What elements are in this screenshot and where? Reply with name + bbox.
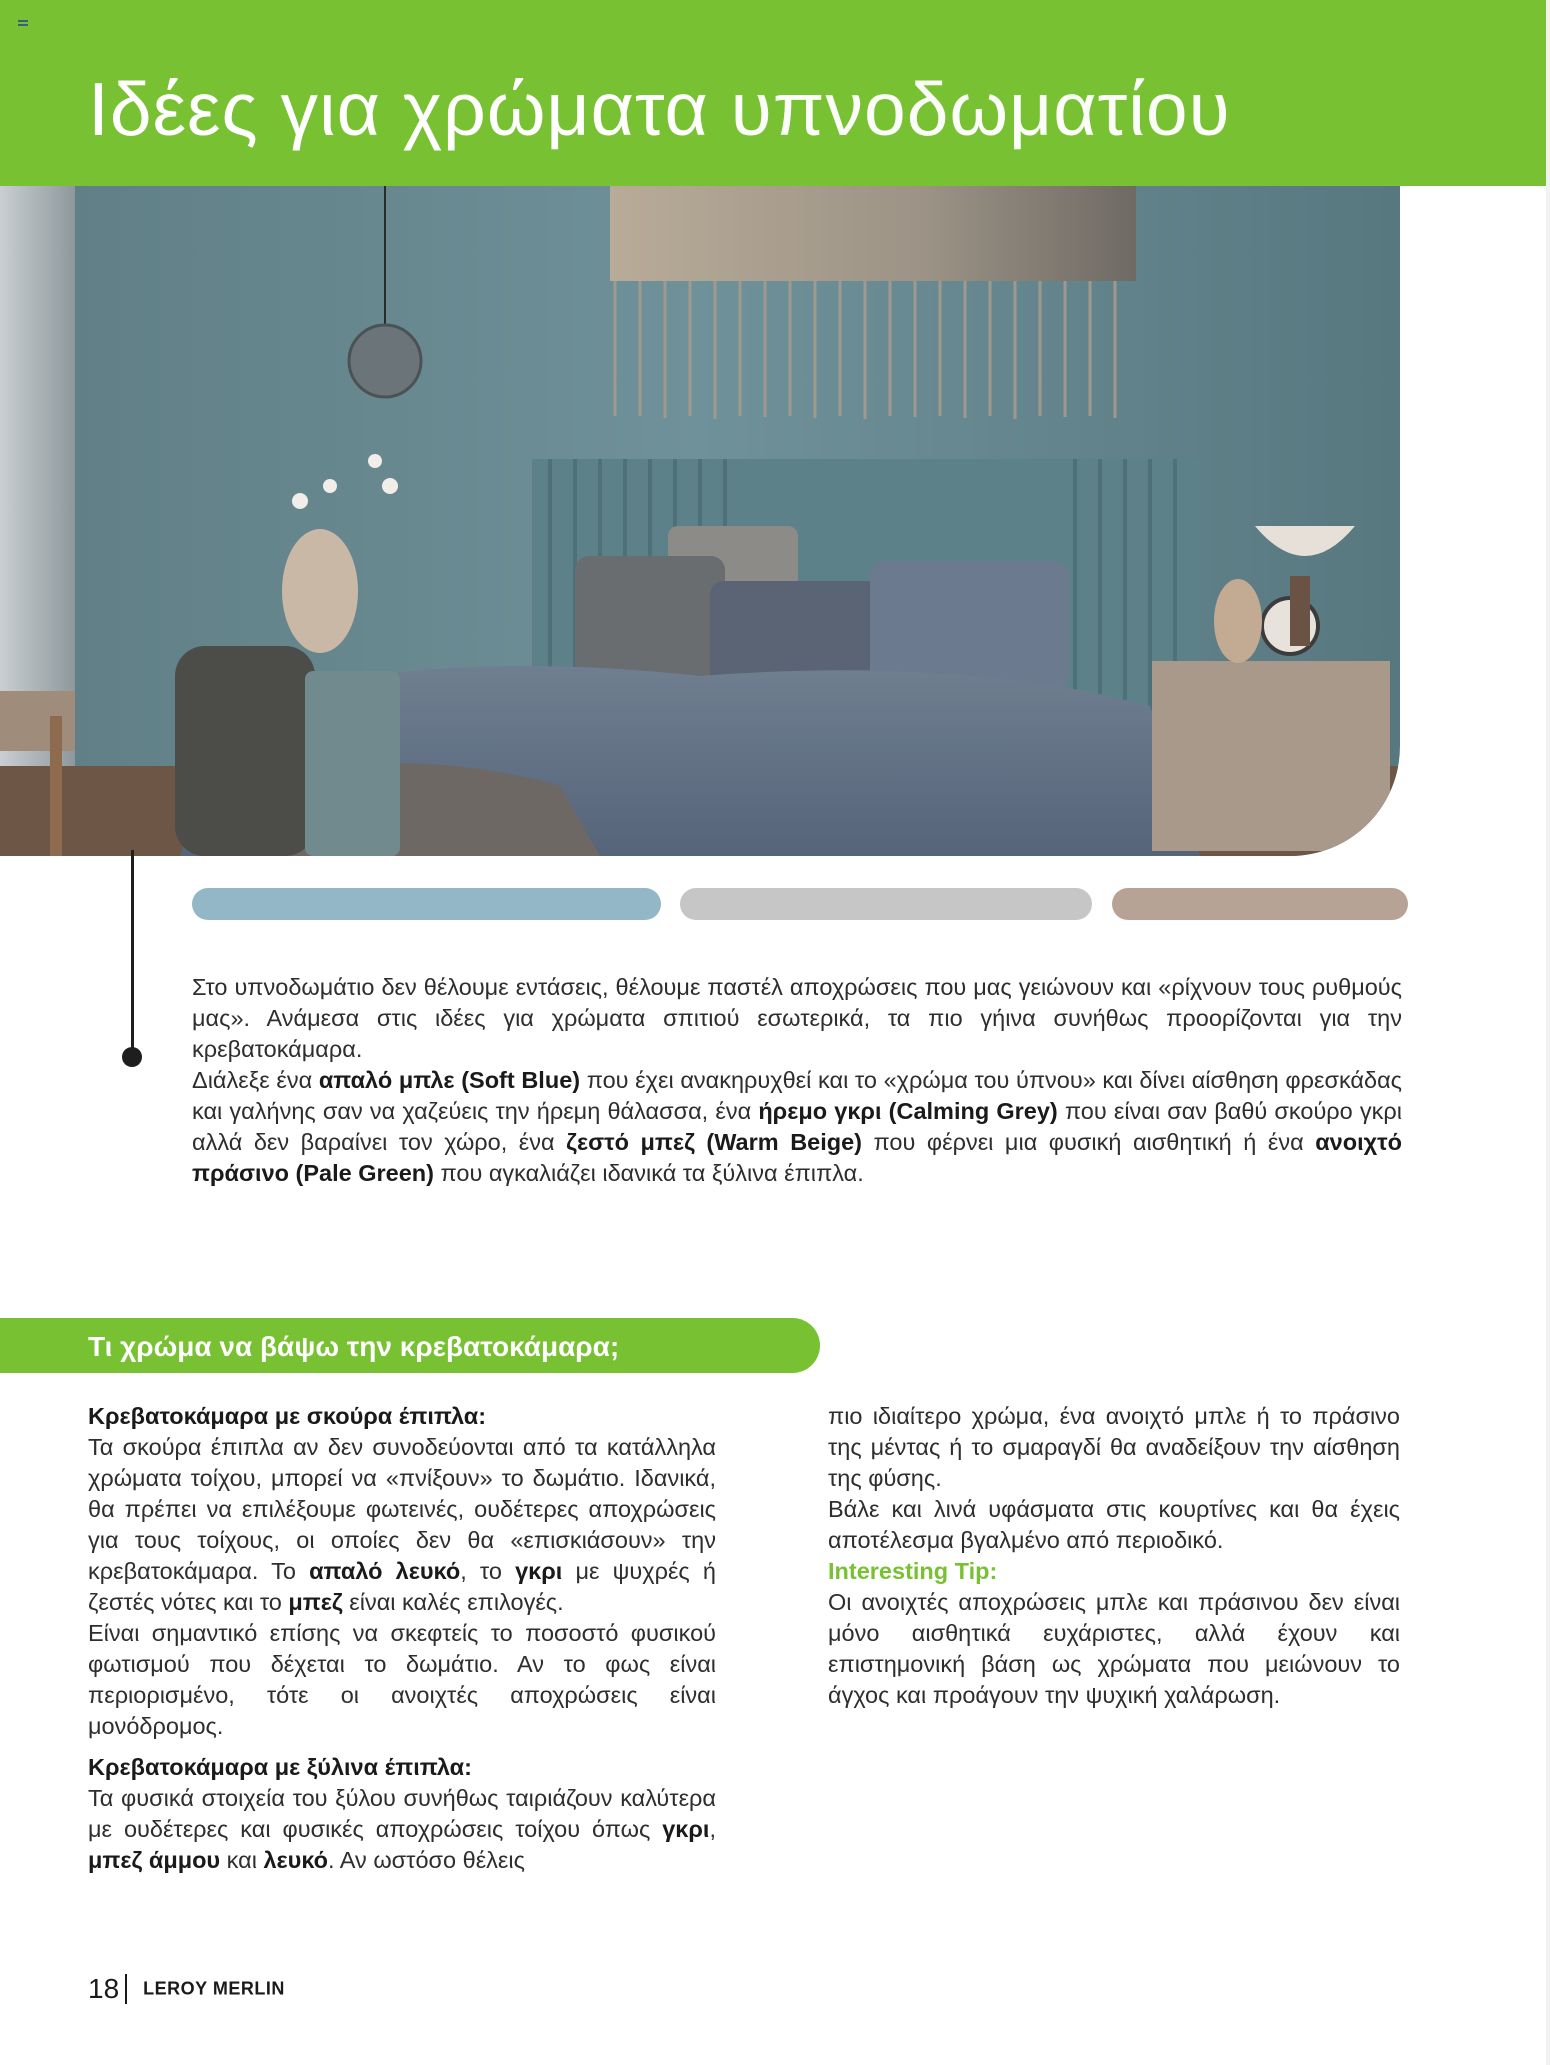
- highlight-pale-green: ανοιχτό πράσινο (Pale Green): [192, 1129, 1402, 1186]
- page-number: 18: [88, 1973, 120, 2004]
- highlight-calming-grey: ήρεμο γκρι (Calming Grey): [758, 1098, 1058, 1124]
- intro-paragraph-1: Στο υπνοδωμάτιο δεν θέλουμε εντάσεις, θέλουμε παστέλ αποχρώσεις που μας γειώνουν και «ρίχνουν τους ρυθμούς μας». Ανάμεσα στις ιδέες για χρώματα σπιτιού εσωτερικά, τα πιο γήινα συνήθως προορίζονται για την κρεβατοκάμαρα.: [192, 974, 1402, 1062]
- text-run: με ψυχρές ή ζεστές νότες και το: [88, 1558, 716, 1615]
- text-run: που αγκαλιάζει ιδανικά τα ξύλινα έπιπλα.: [433, 1160, 864, 1186]
- bedroom-illustration: [0, 186, 1400, 856]
- paragraph-linen-fabrics: Βάλε και λινά υφάσματα στις κουρτίνες και θα έχεις αποτέλεσμα βγαλμένο από περιοδικό.: [828, 1496, 1400, 1553]
- paragraph-special-colors: πιο ιδιαίτερο χρώμα, ένα ανοιχτό μπλε ή το πράσινο της μέντας ή το σμαραγδί θα αναδείξουν την αίσθηση της φύσης.: [828, 1403, 1400, 1491]
- intro-text: [192, 972, 1402, 1189]
- text-run: ,: [709, 1816, 716, 1842]
- intro-paragraph-2: [192, 1065, 1402, 1189]
- text-run: που έχει ανακηρυχθεί και το «χρώμα του ύπνου» και δίνει αίσθηση φρεσκάδας και γαλήνης σαν να χαζεύεις την ήρεμη θάλασσα, ένα: [192, 1067, 1403, 1124]
- footer: [88, 1973, 285, 2009]
- footer-divider: [125, 1974, 127, 2004]
- paragraph-dark-furniture: [88, 1432, 716, 1618]
- text-run: είναι καλές επιλογές.: [342, 1589, 564, 1615]
- title-main: Ιδέες για χρώματα: [88, 67, 709, 151]
- brand-name: LEROY MERLIN: [143, 1978, 285, 1999]
- text-run: Τα σκούρα έπιπλα αν δεν συνοδεύονται από τα κατάλληλα χρώματα τοίχου, μπορεί να «πνίξουν» το δωμάτιο. Ιδανικά, θα πρέπει να επιλέξουμε φωτεινές, ουδέτερες αποχρώσεις για τους τοίχους, οι οποίες δεν θα «επισκιάσουν» την κρεβατοκάμαρα. Το: [88, 1434, 716, 1584]
- section-title: Τι χρώμα να βάψω την κρεβατοκάμαρα;: [88, 1331, 620, 1362]
- highlight-sand-beige: μπεζ άμμου: [88, 1847, 221, 1873]
- highlight-soft-white: απαλό λευκό: [309, 1558, 461, 1584]
- tip-text: Οι ανοιχτές αποχρώσεις μπλε και πράσινου δεν είναι μόνο αισθητικά ευχάριστες, αλλά έχουν και επιστημονική βάση ως χρώματα που μειώνουν το άγχος και προάγουν την ψυχική χαλάρωση.: [828, 1589, 1400, 1708]
- text-run: Διάλεξε ένα: [192, 1067, 319, 1093]
- paragraph-natural-light: Είναι σημαντικό επίσης να σκεφτείς το ποσοστό φυσικού φωτισμού που δέχεται το δωμάτιο. Αν το φως είναι περιορισμένο, τότε οι ανοιχτές αποχρώσεις είναι μονόδρομος.: [88, 1620, 716, 1739]
- text-run: . Αν ωστόσο θέλεις: [328, 1847, 525, 1873]
- title-secondary: υπνοδωματίου: [730, 67, 1231, 151]
- right-column: [828, 1401, 1400, 1711]
- highlight-grey: γκρι: [662, 1816, 710, 1842]
- menu-icon: [18, 20, 28, 26]
- tip-title: Interesting Tip:: [828, 1558, 998, 1584]
- highlight-soft-blue: απαλό μπλε (Soft Blue): [318, 1067, 581, 1093]
- timeline-line: [131, 850, 134, 1055]
- left-column: [88, 1401, 716, 1876]
- highlight-warm-beige: ζεστό μπεζ (Warm Beige): [566, 1129, 863, 1155]
- color-swatch-soft-blue: [192, 888, 661, 920]
- color-swatch-warm-beige: [1112, 888, 1408, 920]
- timeline-dot: [122, 1047, 142, 1067]
- subheading-dark-furniture: Κρεβατοκάμαρα με σκούρα έπιπλα:: [88, 1403, 487, 1429]
- highlight-beige: μπεζ: [288, 1589, 343, 1615]
- highlight-white: λευκό: [263, 1847, 329, 1873]
- text-run: και: [220, 1847, 264, 1873]
- highlight-grey: γκρι: [515, 1558, 563, 1584]
- text-run: Τα φυσικά στοιχεία του ξύλου συνήθως ταιριάζουν καλύτερα με ουδέτερες και φυσικές αποχρώσεις τοίχου όπως: [88, 1785, 716, 1842]
- page-edge: [1546, 0, 1550, 2065]
- color-swatch-calming-grey: [680, 888, 1092, 920]
- text-run: που είναι σαν βαθύ σκούρο γκρι αλλά δεν βαραίνει τον χώρο, ένα: [192, 1098, 1402, 1155]
- hero-image: [0, 186, 1400, 856]
- text-run: που φέρνει μια φυσική αισθητική ή ένα: [862, 1129, 1316, 1155]
- subheading-wood-furniture: Κρεβατοκάμαρα με ξύλινα έπιπλα:: [88, 1754, 472, 1780]
- paragraph-wood-furniture: [88, 1783, 716, 1876]
- page-title: [88, 67, 1231, 151]
- text-run: , το: [460, 1558, 516, 1584]
